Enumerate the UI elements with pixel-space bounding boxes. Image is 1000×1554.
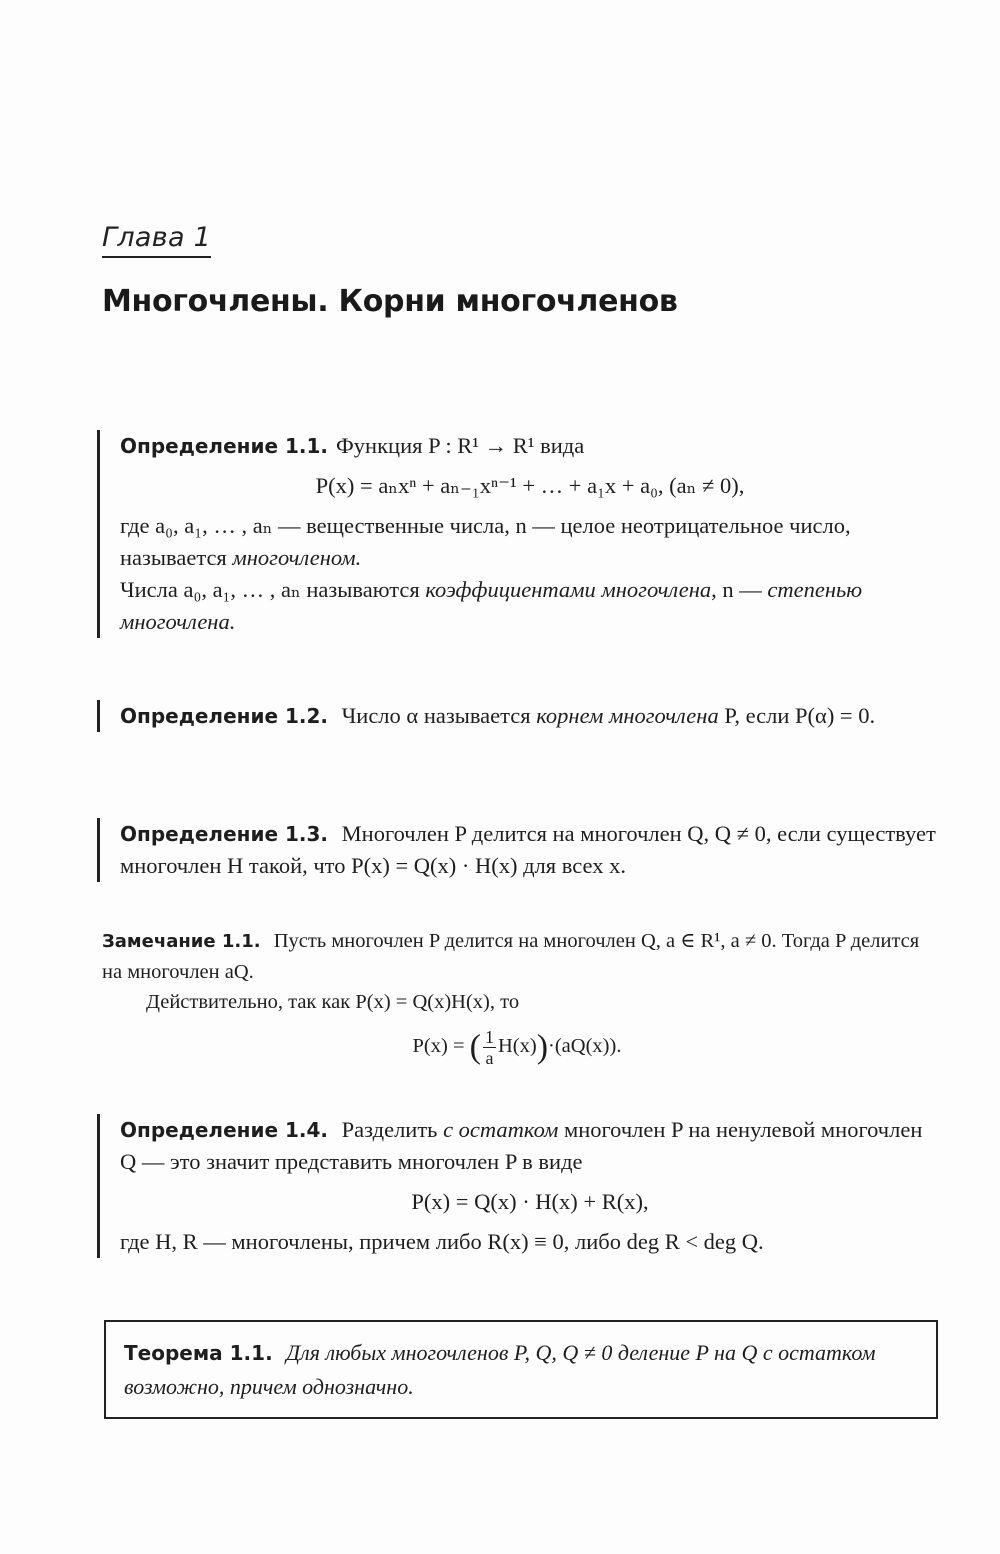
definition-text: Многочлен P делится на многочлен Q, Q ≠ 0, если существует многочлен H такой, что P(x) = Q(x) · H(x) для всех x. — [120, 821, 936, 878]
division-formula: P(x) = Q(x) · H(x) + R(x), — [411, 1189, 649, 1214]
fraction-numerator: 1 — [484, 1027, 494, 1047]
definition-text: Число α называется — [341, 703, 531, 728]
formula-right: ·(aQ(x)). — [548, 1035, 622, 1058]
definition-text: , n — — [711, 577, 762, 602]
definition-text: где a₀, a₁, … , aₙ — вещественные числа, n — целое неотрицательное число, называется — [120, 513, 851, 570]
remark-text: Пусть многочлен P делится на многочлен Q, a ∈ R¹, a ≠ 0. Тогда P делится на многочлен aQ. — [102, 930, 920, 983]
remark-formula — [102, 1027, 932, 1068]
definition-1-1 — [97, 430, 940, 638]
chapter-label: Глава 1 — [102, 222, 211, 258]
term-coefficients: коэффициентами многочлена — [425, 577, 712, 602]
term-degree: степенью многочлена. — [120, 577, 863, 634]
definition-text: P, если P(α) = 0. — [724, 703, 876, 728]
paren-close: ) — [536, 1028, 549, 1066]
formula-mid: H(x) — [497, 1035, 537, 1058]
remark-1-1 — [102, 926, 932, 1076]
paren-open: ( — [469, 1028, 481, 1066]
definition-heading: Определение 1.1. — [120, 434, 329, 458]
definition-heading: Определение 1.3. — [120, 822, 329, 846]
definition-text: где H, R — многочлены, причем либо R(x) ≡ 0, либо deg R < deg Q. — [120, 1229, 764, 1254]
definition-text: многочлен P на ненулевой многочлен Q — это значит представить многочлен P в виде — [120, 1117, 923, 1174]
term-polynomial: многочленом. — [232, 545, 362, 570]
definition-text: Разделить — [341, 1117, 438, 1142]
term-with-remainder: с остатком — [443, 1117, 559, 1142]
fraction — [483, 1027, 496, 1068]
term-root: корнем многочлена — [536, 703, 719, 728]
definition-1-2 — [97, 700, 940, 732]
remark-heading: Замечание 1.1. — [102, 931, 261, 952]
definition-text: Числа a₀, a₁, … , aₙ называются — [120, 577, 420, 602]
chapter-title: Многочлены. Корни многочленов — [102, 284, 678, 319]
definition-heading: Определение 1.2. — [120, 704, 329, 728]
definition-1-4 — [97, 1114, 940, 1258]
theorem-heading: Теорема 1.1. — [124, 1341, 273, 1365]
theorem-1-1 — [104, 1320, 938, 1419]
theorem-text: Для любых многочленов P, Q, Q ≠ 0 деление P на Q с остатком возможно, причем однозначно. — [124, 1340, 876, 1399]
polynomial-formula: P(x) = aₙxⁿ + aₙ₋₁xⁿ⁻¹ + … + a₁x + a₀, (aₙ ≠ 0), — [315, 473, 745, 498]
definition-heading: Определение 1.4. — [120, 1118, 329, 1142]
definition-intro: Функция P : R¹ → R¹ вида — [336, 433, 585, 458]
formula-left: P(x) = — [412, 1035, 465, 1058]
definition-1-3 — [97, 818, 940, 882]
fraction-denominator: a — [485, 1048, 494, 1068]
remark-line: Действительно, так как P(x) = Q(x)H(x), то — [146, 991, 520, 1013]
